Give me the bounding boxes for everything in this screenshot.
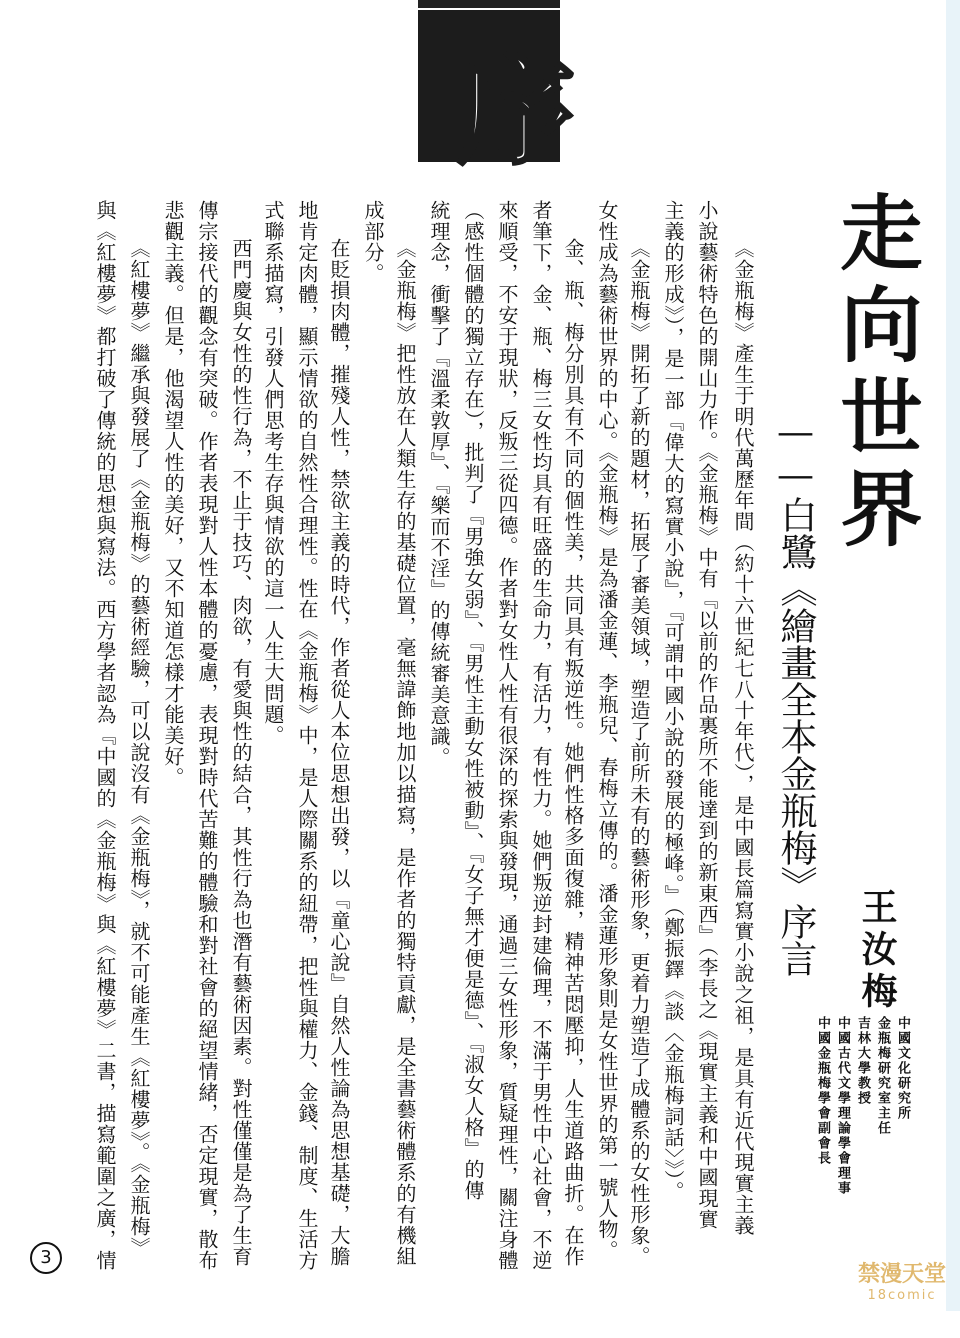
body-column: 女性成為藝術世界的中心。《金瓶梅》是為潘金蓮、李瓶兒、春梅立傳的。潘金蓮形象則是女性世界的第一號人物。 <box>595 200 619 1261</box>
page-edge-strip <box>946 0 960 1311</box>
body-column: 與《紅樓夢》都打破了傳統的思想與寫法。西方學者認為『中國的《金瓶梅》與《紅樓夢》二書，描寫範圍之廣，情 <box>93 200 117 1271</box>
body-column: 《金瓶梅》把性放在人類生存的基礎位置，毫無諱飾地加以描寫，是作者的獨特貢獻，是全書藝術體系的有機組 <box>393 238 417 1267</box>
page-number: 3 <box>30 1242 62 1274</box>
site-watermark <box>846 1262 958 1308</box>
body-column: 成部分。 <box>361 200 385 284</box>
body-column: 《金瓶梅》產生于明代萬歷年間（約十六世紀七八十年代），是中國長篇寫實小說之祖，是具有近代現實主義 <box>731 238 755 1236</box>
preface-emblem-char: 序 <box>456 43 575 181</box>
body-column: 式聯系描寫，引發人們思考生存與情欲的這一人生大問題。 <box>261 200 285 746</box>
author-affiliation: 中國古代文學理論學會理事 <box>835 1016 850 1196</box>
body-column: 來順受，不安于現狀，反叛三從四德。作者對女性人性有很深的探索與發現，通過三女性形象，質疑理性，關注身體 <box>495 200 519 1271</box>
body-column: 主義的形成》），是一部『偉大的寫實小說』，『可謂中國小說的發展的極峰。』（鄭振鐸《談〈金瓶梅詞話〉》）。 <box>661 200 685 1202</box>
watermark-title: 禁漫天堂 <box>857 1262 946 1287</box>
body-column: 《紅樓夢》繼承與發展了《金瓶梅》的藝術經驗，可以說沒有《金瓶梅》，就不可能產生《紅樓夢》。《金瓶梅》 <box>127 238 151 1258</box>
body-column: （感性個體的獨立存在），批判了『男強女弱』、『男性主動女性被動』、『女子無才便是德』、『淑女人格』的傳 <box>461 200 485 1201</box>
author-affiliation: 中國文化研究所 <box>895 1016 910 1121</box>
body-column: 《金瓶梅》開拓了新的題材，拓展了審美領域，塑造了前所未有的藝術形象，更着力塑造了成體系的女性形象。 <box>627 238 651 1267</box>
author-affiliation: 中國金瓶梅學會副會長 <box>815 1016 830 1166</box>
top-decorative-bar <box>418 0 560 8</box>
author-affiliation: 吉林大學教授 <box>855 1016 870 1106</box>
watermark-subtitle: 18comic <box>867 1288 937 1303</box>
author-affiliation: 金瓶梅研究室主任 <box>875 1016 890 1136</box>
body-column: 西門慶與女性的性行為，不止于技巧、肉欲，有愛與性的結合，其性行為也潛有藝術因素。對性僅僅是為了生育 <box>229 238 253 1267</box>
body-column: 傳宗接代的觀念有突破。作者表現對人性本體的憂慮，表現對時代苦難的體驗和對社會的絕望情緒，否定現實，散布 <box>195 200 219 1271</box>
page-subtitle: ——白鷺《繪畫全本金瓶梅》序言 <box>774 410 817 977</box>
body-column: 地肯定肉體，顯示情欲的自然性合理性。性在《金瓶梅》中，是人際關系的紐帶，把性與權力、金錢、制度、生活方 <box>295 200 319 1271</box>
body-column: 金、瓶、梅分別具有不同的個性美，共同具有叛逆性。她們性格多面復雜，精神苦悶壓抑，人生道路曲折。在作 <box>561 238 585 1267</box>
body-column: 悲觀主義。但是，他渴望人性的美好，又不知道怎樣才能美好。 <box>161 200 185 788</box>
body-column: 統理念，衝擊了『溫柔敦厚』、『樂而不淫』的傳統審美意識。 <box>427 200 451 768</box>
author-name: 王汝梅 <box>856 888 898 1014</box>
body-column: 者筆下，金、瓶、梅三女性均具有旺盛的生命力，有活力，有性力。她們叛逆封建倫理，不滿于男性中心社會，不逆 <box>529 200 553 1271</box>
body-column: 在貶損肉體，摧殘人性，禁欲主義的時代，作者從人本位思想出發，以『童心說』自然人性論為思想基礎，大膽 <box>327 238 351 1267</box>
page-title: 走向世界 <box>827 190 923 558</box>
body-column: 小說藝術特色的開山力作。《金瓶梅》中有『以前的作品裏所不能達到的新東西』（李長之《現實主義和中國現實 <box>695 200 719 1230</box>
